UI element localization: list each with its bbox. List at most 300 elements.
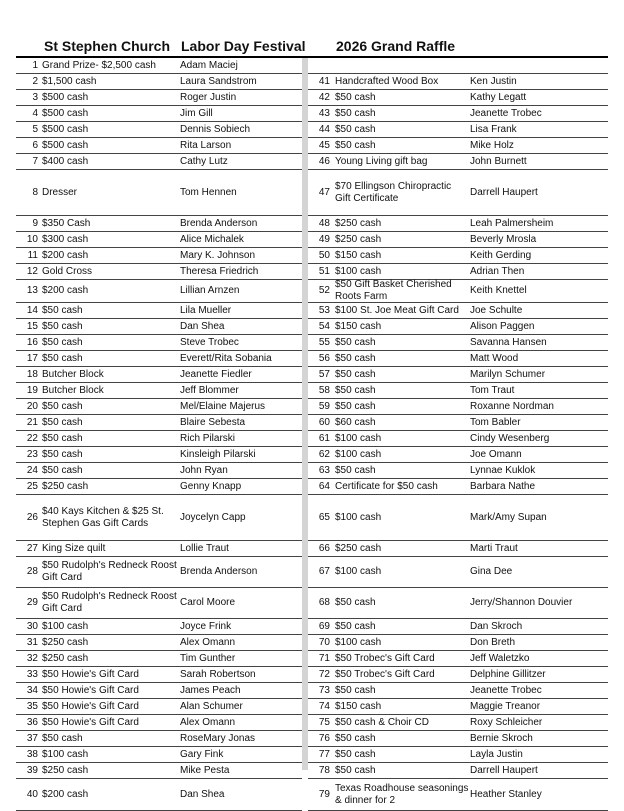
winner-name: Roger Justin <box>180 91 237 103</box>
prize-number: 79 <box>318 788 330 800</box>
table-row <box>16 335 302 351</box>
prize-description: Young Living gift bag <box>335 155 428 167</box>
winner-name: Gary Fink <box>180 748 224 760</box>
winner-name: Ken Justin <box>470 75 517 87</box>
prize-number: 77 <box>318 748 330 760</box>
table-row <box>16 90 302 106</box>
prize-description: $500 cash <box>42 107 89 119</box>
table-row <box>16 216 302 232</box>
prize-number: 3 <box>32 91 38 103</box>
prize-number: 31 <box>26 636 38 648</box>
winner-name: Mike Holz <box>470 139 514 151</box>
winner-name: Rich Pilarski <box>180 432 236 444</box>
winner-name: Roxy Schleicher <box>470 716 543 728</box>
prize-description: King Size quilt <box>42 542 106 554</box>
winner-name: Mary K. Johnson <box>180 249 256 261</box>
prize-number: 76 <box>318 732 330 744</box>
table-row <box>308 58 608 74</box>
prize-description: $50 cash <box>335 400 376 412</box>
prize-number: 44 <box>318 123 330 135</box>
prize-description: $50 cash <box>42 732 83 744</box>
prize-number: 2 <box>32 75 38 87</box>
table-row <box>16 557 302 588</box>
winner-name: Jim Gill <box>180 107 213 119</box>
prize-description: $250 cash <box>335 217 382 229</box>
prize-description: Dresser <box>42 186 78 198</box>
winner-name: Mark/Amy Supan <box>470 511 547 523</box>
prize-description: $250 cash <box>335 542 382 554</box>
table-row <box>16 106 302 122</box>
prize-description: $50 cash <box>335 384 376 396</box>
winner-name: Matt Wood <box>470 352 519 364</box>
prize-number: 67 <box>318 566 330 577</box>
prize-description: $50 cash <box>335 684 376 696</box>
winner-name: Barbara Nathe <box>470 480 536 492</box>
prize-description: $100 cash <box>335 448 382 460</box>
prize-number: 34 <box>26 684 38 696</box>
winner-name: Tom Hennen <box>180 186 237 198</box>
table-row <box>16 399 302 415</box>
winner-name: Delphine Gillitzer <box>470 668 546 680</box>
winner-name: Steve Trobec <box>180 336 239 348</box>
table-row <box>308 399 608 415</box>
winner-name: Theresa Friedrich <box>180 265 259 277</box>
winner-name: Don Breth <box>470 636 516 648</box>
winner-name: Joyce Frink <box>180 620 232 632</box>
prize-description: $50 cash <box>42 304 83 316</box>
winner-name: Jeanette Trobec <box>470 684 542 696</box>
prize-number: 12 <box>26 265 38 277</box>
prize-description: $50 cash <box>335 764 376 776</box>
prize-number: 47 <box>318 186 330 198</box>
winner-name: Leah Palmersheim <box>470 217 554 229</box>
table-row <box>16 479 302 495</box>
table-row <box>308 138 608 154</box>
prize-description: $50 cash <box>335 336 376 348</box>
winner-name: Lynnae Kuklok <box>470 464 536 476</box>
winner-name: Brenda Anderson <box>180 566 258 577</box>
prize-number: 19 <box>26 384 38 396</box>
prize-description: $200 cash <box>42 285 89 296</box>
table-row <box>16 280 302 303</box>
winner-name: Carol Moore <box>180 597 236 608</box>
winner-name: Everett/Rita Sobania <box>180 352 272 364</box>
table-row <box>308 106 608 122</box>
winner-name: Jeanette Fiedler <box>180 368 252 380</box>
prize-description: $100 cash <box>335 636 382 648</box>
winner-name: Dennis Sobiech <box>180 123 251 135</box>
winner-name: Adam Maciej <box>180 59 238 71</box>
prize-number: 78 <box>318 764 330 776</box>
winner-name: Darrell Haupert <box>470 186 538 198</box>
table-row <box>16 495 302 541</box>
table-row <box>308 588 608 619</box>
table-row <box>16 541 302 557</box>
table-row <box>308 731 608 747</box>
winner-name: Cindy Wesenberg <box>470 432 550 444</box>
prize-description: Handcrafted Wood Box <box>335 75 439 87</box>
winner-name: Beverly Mrosla <box>470 233 537 245</box>
prize-description: $50 cash & Choir CD <box>335 716 429 728</box>
prize-description: $500 cash <box>42 139 89 151</box>
winner-name: Genny Knapp <box>180 480 242 492</box>
prize-number: 74 <box>318 700 330 712</box>
table-row <box>16 154 302 170</box>
table-row <box>16 383 302 399</box>
prize-number: 60 <box>318 416 330 428</box>
winner-name: Jeanette Trobec <box>470 107 542 119</box>
prize-description: $250 cash <box>335 233 382 245</box>
prize-description: $50 cash <box>335 748 376 760</box>
table-row <box>16 431 302 447</box>
prize-number: 41 <box>318 75 330 87</box>
prize-description: $50 cash <box>42 352 83 364</box>
prize-number: 5 <box>32 123 38 135</box>
table-row <box>308 351 608 367</box>
prize-number: 24 <box>26 464 38 476</box>
festival-name: Labor Day Festival <box>181 38 306 54</box>
winner-name: Roxanne Nordman <box>470 400 554 412</box>
table-row <box>308 779 608 811</box>
prize-number: 38 <box>26 748 38 760</box>
prize-description: $50 Rudolph's Redneck Roost Gift Card <box>42 591 177 614</box>
table-row <box>16 447 302 463</box>
prize-description: $1,500 cash <box>42 75 97 87</box>
table-row <box>308 90 608 106</box>
winner-name: Tom Babler <box>470 416 521 428</box>
prize-description: $50 cash <box>42 432 83 444</box>
prize-number: 37 <box>26 732 38 744</box>
winner-name <box>470 58 606 73</box>
prize-description: $200 cash <box>42 249 89 261</box>
prize-description: $50 Trobec's Gift Card <box>335 652 435 664</box>
prize-number: 61 <box>318 432 330 444</box>
winner-name: Alex Omann <box>180 716 236 728</box>
left-winners-column <box>16 58 302 811</box>
prize-number: 49 <box>318 233 330 245</box>
winner-name: Lollie Traut <box>180 542 229 554</box>
table-row <box>308 122 608 138</box>
prize-description: $50 cash <box>42 448 83 460</box>
prize-description: $50 cash <box>335 352 376 364</box>
prize-number: 63 <box>318 464 330 476</box>
winner-name: Brenda Anderson <box>180 217 258 229</box>
right-winners-column <box>308 58 608 811</box>
prize-description: $50 Howie's Gift Card <box>42 668 139 680</box>
prize-description: Butcher Block <box>42 384 104 396</box>
prize-description: $50 cash <box>335 464 376 476</box>
table-row <box>16 463 302 479</box>
prize-description: $500 cash <box>42 91 89 103</box>
prize-number: 57 <box>318 368 330 380</box>
table-row <box>16 667 302 683</box>
prize-description: $50 Gift Basket Cherished Roots Farm <box>335 279 452 302</box>
table-row <box>16 619 302 635</box>
table-row <box>308 683 608 699</box>
prize-number: 71 <box>318 652 330 664</box>
prize-description: $50 cash <box>335 107 376 119</box>
table-row <box>308 747 608 763</box>
table-row <box>16 731 302 747</box>
prize-number: 46 <box>318 155 330 167</box>
prize-number: 11 <box>27 249 38 261</box>
winner-name: Lila Mueller <box>180 304 232 316</box>
winner-name: Alice Michalek <box>180 233 244 245</box>
prize-description: $100 cash <box>335 265 382 277</box>
prize-number: 14 <box>26 304 38 316</box>
table-row <box>308 383 608 399</box>
winner-name: Heather Stanley <box>470 788 542 800</box>
prize-number: 65 <box>318 511 330 523</box>
prize-number: 17 <box>26 352 38 364</box>
prize-number: 53 <box>318 304 330 316</box>
table-row <box>308 154 608 170</box>
prize-number: 9 <box>32 217 38 229</box>
table-row <box>16 232 302 248</box>
prize-description: $40 Kays Kitchen & $25 St. Stephen Gas Gift Cards <box>42 505 164 529</box>
winner-name: Joe Schulte <box>470 304 523 316</box>
prize-description: $50 Rudolph's Redneck Roost Gift Card <box>42 560 177 583</box>
prize-number: 56 <box>318 352 330 364</box>
prize-number: 39 <box>26 764 38 776</box>
prize-description: Certificate for $50 cash <box>335 480 438 492</box>
winner-name: Savanna Hansen <box>470 336 547 348</box>
prize-number: 40 <box>26 788 38 800</box>
prize-description <box>335 58 469 73</box>
prize-number: 23 <box>26 448 38 460</box>
prize-number: 18 <box>26 368 38 380</box>
prize-number: 10 <box>26 233 38 245</box>
prize-number: 70 <box>318 636 330 648</box>
winner-name: Lillian Arnzen <box>180 285 240 296</box>
winner-name: Tim Gunther <box>180 652 236 664</box>
table-row <box>308 557 608 588</box>
winner-name: James Peach <box>180 684 241 696</box>
prize-number: 28 <box>26 566 38 577</box>
prize-description: $50 Howie's Gift Card <box>42 716 139 728</box>
winner-name: Darrell Haupert <box>470 764 538 776</box>
table-row <box>308 495 608 541</box>
prize-number: 15 <box>26 320 38 332</box>
prize-description: $100 cash <box>335 432 382 444</box>
prize-description: $50 cash <box>42 464 83 476</box>
table-row <box>308 635 608 651</box>
winner-name: Dan Shea <box>180 320 225 332</box>
table-row <box>308 280 608 303</box>
winner-name: Dan Shea <box>180 788 225 800</box>
winner-name: Cathy Lutz <box>180 155 228 167</box>
table-row <box>308 367 608 383</box>
prize-number: 32 <box>26 652 38 664</box>
prize-number: 55 <box>318 336 330 348</box>
prize-number: 16 <box>26 336 38 348</box>
table-row <box>308 170 608 216</box>
table-row <box>308 667 608 683</box>
prize-number: 50 <box>318 249 330 261</box>
prize-description: $150 cash <box>335 700 382 712</box>
prize-number: 7 <box>32 155 38 167</box>
prize-number: 64 <box>318 480 330 492</box>
table-row <box>308 619 608 635</box>
prize-number: 35 <box>26 700 38 712</box>
winner-name: Adrian Then <box>470 265 525 277</box>
winner-name: Jeff Blommer <box>180 384 239 396</box>
table-row <box>308 248 608 264</box>
winner-name: John Ryan <box>180 464 228 476</box>
table-row <box>308 264 608 280</box>
prize-number: 48 <box>318 217 330 229</box>
table-row <box>308 715 608 731</box>
prize-number: 66 <box>318 542 330 554</box>
prize-description: $300 cash <box>42 233 89 245</box>
prize-number: 69 <box>318 620 330 632</box>
winner-name: Alex Omann <box>180 636 236 648</box>
winner-name: Dan Skroch <box>470 620 523 632</box>
prize-number: 29 <box>26 597 38 608</box>
prize-description: $50 Howie's Gift Card <box>42 684 139 696</box>
table-row <box>16 58 302 74</box>
prize-number: 13 <box>26 285 38 296</box>
table-row <box>16 319 302 335</box>
prize-number: 1 <box>32 59 38 71</box>
prize-description: $250 cash <box>42 652 89 664</box>
prize-number: 45 <box>318 139 330 151</box>
table-row <box>308 335 608 351</box>
prize-number: 8 <box>32 186 38 198</box>
table-row <box>16 763 302 779</box>
table-row <box>16 635 302 651</box>
prize-number: 75 <box>318 716 330 728</box>
winner-name: Keith Knettel <box>470 285 527 296</box>
prize-description: $50 cash <box>335 139 376 151</box>
winner-name: Jerry/Shannon Douvier <box>470 597 573 608</box>
winner-name: Mike Pesta <box>180 764 230 776</box>
prize-description: Grand Prize- $2,500 cash <box>42 59 156 71</box>
table-row <box>308 763 608 779</box>
winner-name: Lisa Frank <box>470 123 517 135</box>
table-row <box>308 463 608 479</box>
winner-name: Maggie Treanor <box>470 700 541 712</box>
prize-number: 26 <box>26 511 38 523</box>
prize-number: 52 <box>318 285 330 296</box>
church-name: St Stephen Church <box>44 38 171 54</box>
table-row <box>308 447 608 463</box>
table-row <box>308 541 608 557</box>
prize-description: $100 St. Joe Meat Gift Card <box>335 304 459 316</box>
prize-description: $50 cash <box>335 732 376 744</box>
prize-description: $100 cash <box>335 511 382 523</box>
winner-name: Kathy Legatt <box>470 91 527 103</box>
table-row <box>16 747 302 763</box>
prize-number: 36 <box>26 716 38 728</box>
winner-name: Blaire Sebesta <box>180 416 246 428</box>
prize-description: $50 cash <box>335 91 376 103</box>
prize-number <box>308 58 330 73</box>
table-row <box>16 588 302 619</box>
prize-description: Gold Cross <box>42 265 93 277</box>
prize-number: 42 <box>318 91 330 103</box>
winner-name: Jeff Waletzko <box>470 652 530 664</box>
prize-description: $100 cash <box>42 748 89 760</box>
prize-description: $250 cash <box>42 764 89 776</box>
winner-name: Gina Dee <box>470 566 513 577</box>
prize-description: $500 cash <box>42 123 89 135</box>
winner-name: Marti Traut <box>470 542 518 554</box>
table-row <box>308 216 608 232</box>
prize-description: $100 cash <box>335 566 382 577</box>
prize-description: $50 Howie's Gift Card <box>42 700 139 712</box>
table-row <box>16 367 302 383</box>
prize-number: 68 <box>318 597 330 608</box>
winner-name: Sarah Robertson <box>180 668 256 680</box>
prize-number: 22 <box>26 432 38 444</box>
table-row <box>308 431 608 447</box>
table-row <box>16 170 302 216</box>
prize-number: 30 <box>26 620 38 632</box>
table-row <box>16 779 302 811</box>
prize-description: $250 cash <box>42 480 89 492</box>
table-row <box>16 138 302 154</box>
prize-description: $200 cash <box>42 788 89 800</box>
winner-name: Tom Traut <box>470 384 515 396</box>
prize-description: $350 Cash <box>42 217 91 229</box>
table-row <box>16 651 302 667</box>
winner-name: John Burnett <box>470 155 527 167</box>
prize-description: Texas Roadhouse seasonings & dinner for 2 <box>335 782 469 806</box>
table-row <box>308 699 608 715</box>
winner-name: Alan Schumer <box>180 700 243 712</box>
prize-number: 51 <box>318 265 330 277</box>
prize-description: $400 cash <box>42 155 89 167</box>
table-row <box>16 715 302 731</box>
winner-name: Joycelyn Capp <box>180 511 246 523</box>
table-row <box>308 74 608 90</box>
prize-number: 4 <box>32 107 38 119</box>
prize-number: 54 <box>318 320 330 332</box>
prize-description: $50 cash <box>42 416 83 428</box>
prize-description: $50 cash <box>42 336 83 348</box>
table-row <box>308 415 608 431</box>
table-row <box>16 683 302 699</box>
table-row <box>16 351 302 367</box>
page-header <box>0 38 624 58</box>
prize-number: 62 <box>318 448 330 460</box>
prize-number: 43 <box>318 107 330 119</box>
table-row <box>16 74 302 90</box>
prize-description: $50 cash <box>335 597 376 608</box>
table-row <box>308 232 608 248</box>
prize-description: $100 cash <box>42 620 89 632</box>
table-row <box>16 303 302 319</box>
table-row <box>16 415 302 431</box>
prize-description: $250 cash <box>42 636 89 648</box>
prize-description: $50 cash <box>42 320 83 332</box>
prize-number: 27 <box>26 542 38 554</box>
table-row <box>308 651 608 667</box>
prize-description: $50 Trobec's Gift Card <box>335 668 435 680</box>
table-row <box>308 303 608 319</box>
winner-name: Bernie Skroch <box>470 732 533 744</box>
prize-number: 21 <box>26 416 38 428</box>
prize-number: 58 <box>318 384 330 396</box>
prize-number: 33 <box>26 668 38 680</box>
table-row <box>308 479 608 495</box>
winner-name: Rita Larson <box>180 139 232 151</box>
raffle-title: 2026 Grand Raffle <box>336 38 456 54</box>
prize-description: $70 Ellingson Chiropractic Gift Certificate <box>335 180 452 204</box>
prize-description: $60 cash <box>335 416 376 428</box>
prize-description: $50 cash <box>335 620 376 632</box>
